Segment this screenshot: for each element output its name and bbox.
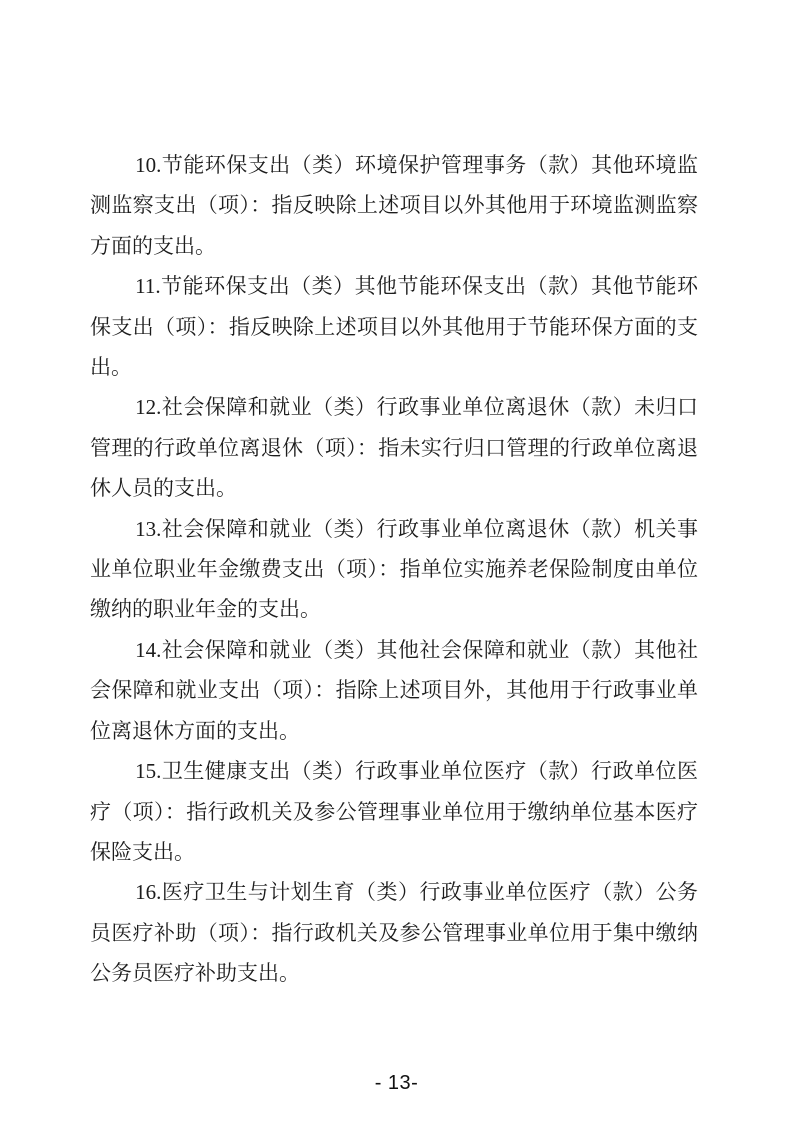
document-body [90, 145, 698, 994]
paragraph-item-16: 16.医疗卫生与计划生育（类）行政事业单位医疗（款）公务员医疗补助（项）：指行政机关及参公管理事业单位用于集中缴纳公务员医疗补助支出。 [90, 880, 698, 986]
paragraph-item-10: 10.节能环保支出（类）环境保护管理事务（款）其他环境监测监察支出（项）：指反映除上述项目以外其他用于环境监测监察方面的支出。 [90, 153, 698, 258]
paragraph-item-14: 14.社会保障和就业（类）其他社会保障和就业（款）其他社会保障和就业支出（项）：指除上述项目外，其他用于行政事业单位离退休方面的支出。 [90, 637, 698, 743]
paragraph-item-11: 11.节能环保支出（类）其他节能环保支出（款）其他节能环保支出（项）：指反映除上述项目以外其他用于节能环保方面的支出。 [90, 274, 698, 380]
paragraph-item-13: 13.社会保障和就业（类）行政事业单位离退休（款）机关事业单位职业年金缴费支出（项）：指单位实施养老保险制度由单位缴纳的职业年金的支出。 [90, 516, 698, 622]
page-number: - 13- [374, 1072, 419, 1094]
paragraph-item-12: 12.社会保障和就业（类）行政事业单位离退休（款）未归口管理的行政单位离退休（项）：指未实行归口管理的行政单位离退休人员的支出。 [90, 395, 698, 501]
paragraph-item-15: 15.卫生健康支出（类）行政事业单位医疗（款）行政单位医疗（项）：指行政机关及参公管理事业单位用于缴纳单位基本医疗保险支出。 [90, 759, 698, 864]
